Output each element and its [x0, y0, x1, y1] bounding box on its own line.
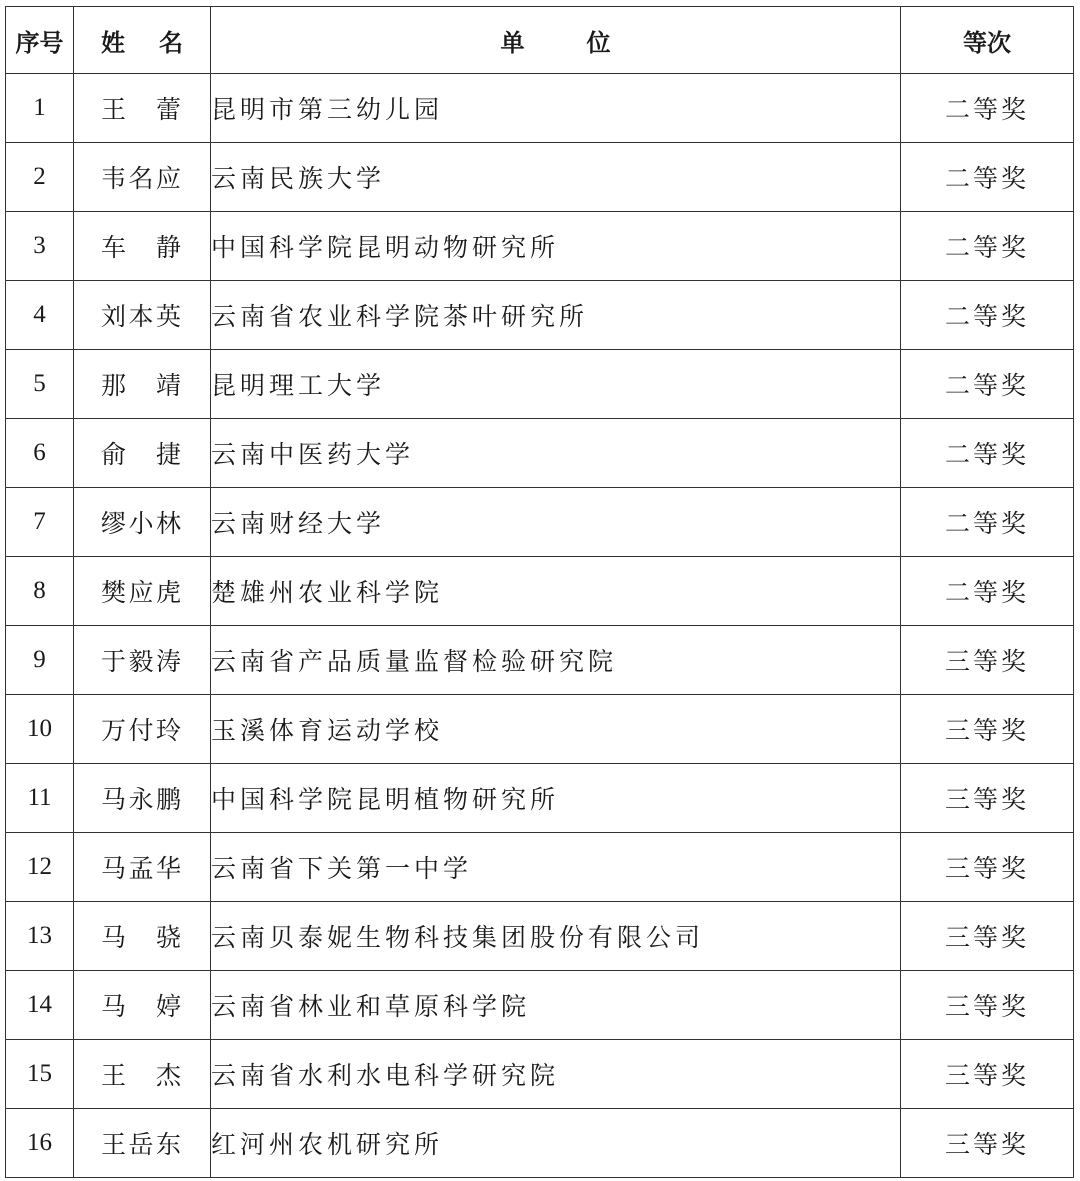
cell-index: 6	[6, 419, 74, 488]
cell-index: 5	[6, 350, 74, 419]
cell-unit: 昆明理工大学	[211, 350, 901, 419]
table-row	[6, 764, 1074, 833]
cell-name-text: 马 婷	[101, 992, 183, 1021]
cell-name-text: 于毅涛	[101, 647, 183, 676]
table-row	[6, 350, 1074, 419]
cell-grade: 三等奖	[901, 695, 1074, 764]
table-row	[6, 902, 1074, 971]
cell-unit: 中国科学院昆明动物研究所	[211, 212, 901, 281]
cell-name-text: 王 杰	[101, 1061, 183, 1090]
table-header-row	[6, 7, 1074, 74]
cell-unit: 云南省农业科学院茶叶研究所	[211, 281, 901, 350]
cell-unit: 云南贝泰妮生物科技集团股份有限公司	[211, 902, 901, 971]
cell-index: 14	[6, 971, 74, 1040]
table-row	[6, 281, 1074, 350]
cell-name-text: 王岳东	[101, 1130, 183, 1159]
cell-name-text: 马永鹏	[101, 785, 183, 814]
cell-name-text: 韦名应	[101, 164, 183, 193]
award-list-table	[5, 6, 1074, 1178]
table-row	[6, 1040, 1074, 1109]
cell-name	[74, 902, 211, 971]
cell-name	[74, 488, 211, 557]
cell-grade: 二等奖	[901, 212, 1074, 281]
cell-unit: 昆明市第三幼儿园	[211, 74, 901, 143]
header-name-label: 姓 名	[101, 28, 183, 57]
cell-name	[74, 419, 211, 488]
cell-name-text: 刘本英	[101, 302, 183, 331]
cell-index: 8	[6, 557, 74, 626]
cell-name	[74, 626, 211, 695]
table-row	[6, 971, 1074, 1040]
cell-index: 1	[6, 74, 74, 143]
cell-grade: 二等奖	[901, 281, 1074, 350]
cell-grade: 三等奖	[901, 971, 1074, 1040]
table-row	[6, 74, 1074, 143]
cell-index: 12	[6, 833, 74, 902]
cell-index: 10	[6, 695, 74, 764]
table-row	[6, 626, 1074, 695]
cell-unit: 红河州农机研究所	[211, 1109, 901, 1178]
cell-unit: 中国科学院昆明植物研究所	[211, 764, 901, 833]
table-row	[6, 557, 1074, 626]
cell-name	[74, 1040, 211, 1109]
cell-unit: 楚雄州农业科学院	[211, 557, 901, 626]
cell-name	[74, 143, 211, 212]
cell-unit: 云南省产品质量监督检验研究院	[211, 626, 901, 695]
cell-name-text: 车 静	[101, 233, 183, 262]
cell-index: 7	[6, 488, 74, 557]
cell-name-text: 马 骁	[101, 923, 183, 952]
cell-index: 2	[6, 143, 74, 212]
cell-grade: 二等奖	[901, 419, 1074, 488]
cell-grade: 二等奖	[901, 557, 1074, 626]
cell-name-text: 马孟华	[101, 854, 183, 883]
cell-unit: 玉溪体育运动学校	[211, 695, 901, 764]
cell-name	[74, 74, 211, 143]
cell-unit: 云南省下关第一中学	[211, 833, 901, 902]
cell-unit: 云南省水利水电科学研究院	[211, 1040, 901, 1109]
cell-name	[74, 350, 211, 419]
cell-grade: 二等奖	[901, 143, 1074, 212]
cell-name	[74, 1109, 211, 1178]
table-row	[6, 143, 1074, 212]
table-row	[6, 419, 1074, 488]
cell-name-text: 俞 捷	[101, 440, 183, 469]
cell-grade: 二等奖	[901, 488, 1074, 557]
header-unit-label: 单 位	[500, 28, 611, 57]
cell-name	[74, 695, 211, 764]
cell-name	[74, 764, 211, 833]
cell-index: 9	[6, 626, 74, 695]
cell-name	[74, 557, 211, 626]
cell-unit: 云南省林业和草原科学院	[211, 971, 901, 1040]
header-name	[74, 7, 211, 74]
table-body	[6, 74, 1074, 1178]
cell-grade: 三等奖	[901, 1109, 1074, 1178]
table-row	[6, 212, 1074, 281]
cell-index: 11	[6, 764, 74, 833]
cell-name-text: 那 靖	[101, 371, 183, 400]
cell-name	[74, 281, 211, 350]
cell-name-text: 樊应虎	[101, 578, 183, 607]
cell-grade: 二等奖	[901, 350, 1074, 419]
cell-index: 4	[6, 281, 74, 350]
cell-grade: 二等奖	[901, 74, 1074, 143]
cell-name-text: 缪小林	[101, 509, 183, 538]
cell-index: 16	[6, 1109, 74, 1178]
header-grade: 等次	[901, 7, 1074, 74]
cell-unit: 云南财经大学	[211, 488, 901, 557]
cell-index: 3	[6, 212, 74, 281]
cell-unit: 云南民族大学	[211, 143, 901, 212]
cell-index: 15	[6, 1040, 74, 1109]
cell-name	[74, 971, 211, 1040]
cell-name	[74, 833, 211, 902]
table-row	[6, 488, 1074, 557]
header-index: 序号	[6, 7, 74, 74]
cell-index: 13	[6, 902, 74, 971]
cell-unit: 云南中医药大学	[211, 419, 901, 488]
cell-name-text: 万付玲	[101, 716, 183, 745]
cell-name	[74, 212, 211, 281]
cell-grade: 三等奖	[901, 833, 1074, 902]
cell-grade: 三等奖	[901, 902, 1074, 971]
cell-name-text: 王 蕾	[101, 95, 183, 124]
table-row	[6, 695, 1074, 764]
header-unit	[211, 7, 901, 74]
table-row	[6, 1109, 1074, 1178]
table-row	[6, 833, 1074, 902]
cell-grade: 三等奖	[901, 1040, 1074, 1109]
cell-grade: 三等奖	[901, 764, 1074, 833]
cell-grade: 三等奖	[901, 626, 1074, 695]
